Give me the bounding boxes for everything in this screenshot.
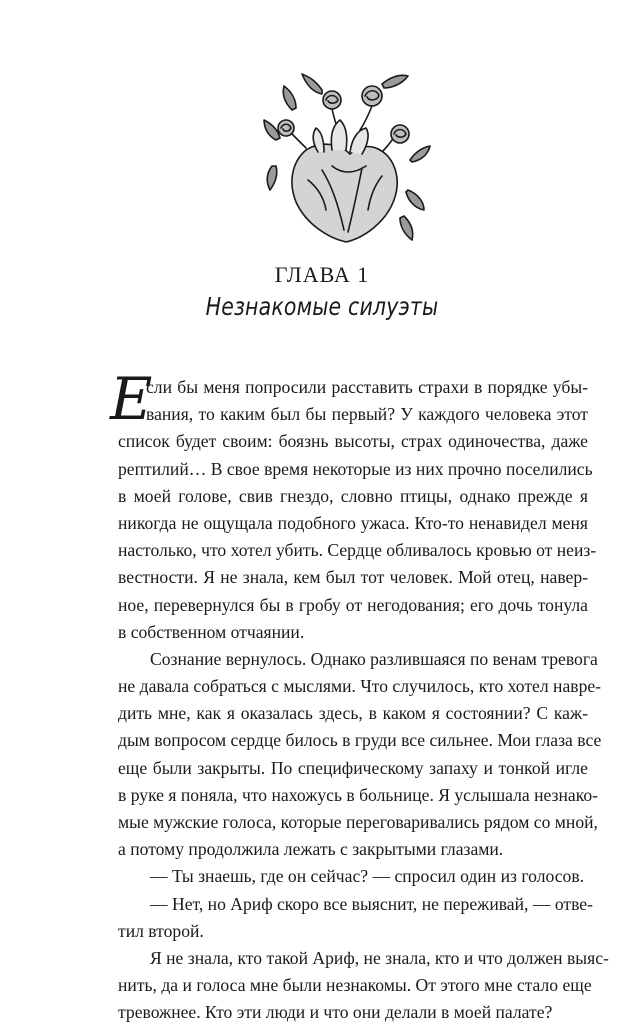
chapter-label: ГЛАВА 1 (274, 262, 370, 287)
text-line: дым вопросом сердце билось в груди все сильнее. Мои глаза все (118, 730, 602, 751)
text-line: — Нет, но Ариф скоро все выяснит, не переживай, — отве- (150, 893, 593, 914)
text-line: в моей голове, свив гнездо, словно птицы, однако прежде я (118, 485, 588, 506)
text-line: еще были закрыты. По специфическому запаху и тонкой игле (118, 757, 588, 778)
text-line: вания, то каким был бы первый? У каждого человека этот (146, 404, 588, 425)
chapter-title: Незнакомые силуэты (205, 292, 439, 321)
text-line: Сознание вернулось. Однако разлившаяся по венам тревога (150, 648, 598, 669)
text-line: в собственном отчаянии. (118, 621, 305, 642)
text-line: ное, перевернулся бы в гробу от негодования; его дочь тонула (118, 594, 588, 615)
text-line: Я не знала, кто такой Ариф, не знала, кто и что должен выяс- (150, 947, 609, 968)
text-line: — Ты знаешь, где он сейчас? — спросил один из голосов. (150, 866, 585, 887)
text-line: список будет своим: боязнь высоты, страх одиночества, даже (118, 431, 588, 452)
text-line: дить мне, как я оказалась здесь, в каком я состоянии? С каж- (118, 703, 588, 724)
text-line: настолько, что хотел убить. Сердце обливалось кровью от неиз- (118, 540, 597, 561)
text-line: сли бы меня попросили расставить страхи в порядке убы- (146, 377, 588, 397)
chapter-body (110, 365, 609, 1027)
anatomical-heart-flowers-icon (262, 70, 432, 245)
text-line: тил второй. (118, 920, 204, 941)
text-line: а потому продолжила лежать с закрытыми глазами. (118, 839, 504, 860)
text-line: нить, да и голоса мне были незнакомы. От этого мне стало еще (118, 975, 592, 996)
text-line: в руке я поняла, что нахожусь в больнице. Я услышала незнако- (118, 784, 599, 805)
text-line: тревожнее. Кто эти люди и что они делали в моей палате? (118, 1002, 553, 1023)
text-line: мые мужские голоса, которые переговаривались рядом со мной, (118, 812, 598, 832)
text-line: вестности. Я не знала, кем был тот человек. Мой отец, навер- (118, 567, 588, 588)
text-line: не давала собраться с мыслями. Что случилось, кто хотел навре- (118, 676, 602, 697)
drop-cap: Е (110, 365, 153, 433)
text-line: никогда не ощущала подобного ужаса. Кто-то ненавидел меня (118, 512, 588, 533)
text-line: рептилий… В свое время некоторые из них прочно поселились (118, 458, 593, 479)
